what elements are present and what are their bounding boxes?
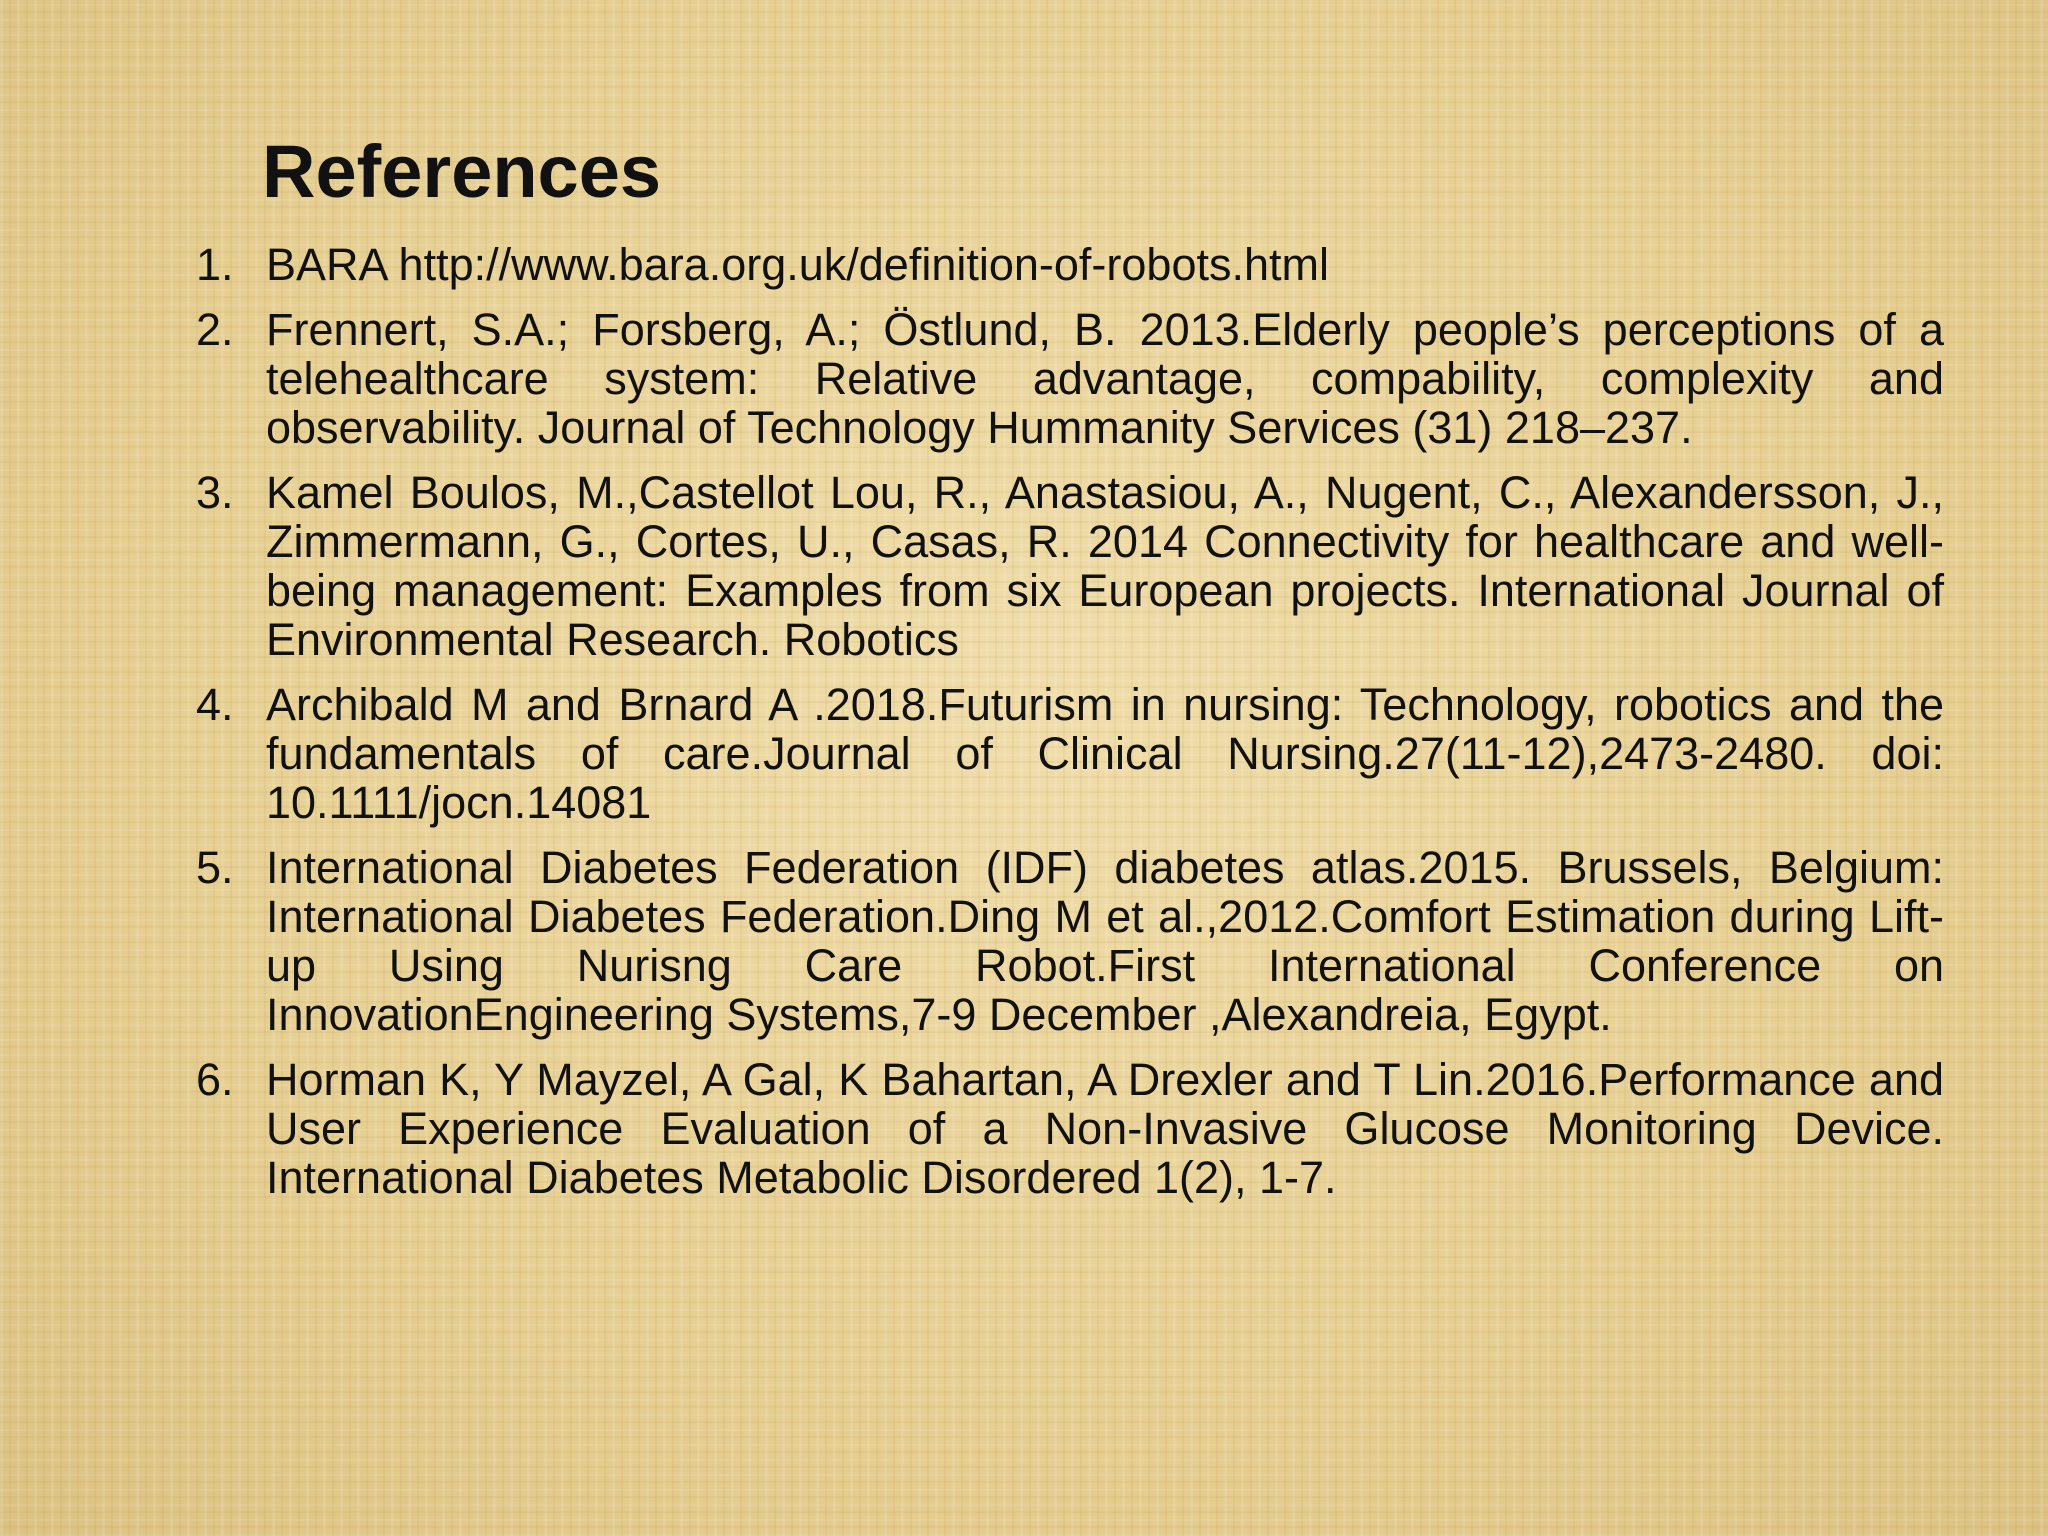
reference-item <box>196 1055 1944 1202</box>
reference-number: 3. <box>196 467 234 518</box>
reference-item <box>196 305 1944 452</box>
slide-title: References <box>262 130 662 213</box>
reference-text: Frennert, S.A.; Forsberg, A.; Östlund, B. 2013.Elderly people’s perceptions of a telehealthcare system: Relative advantage, compability, complexity and observability. Journal of Technology Hummanity Services (31) 218–237. <box>266 304 1944 453</box>
reference-text: International Diabetes Federation (IDF) diabetes atlas.2015. Brussels, Belgium: International Diabetes Federation.Ding M et al.,2012.Comfort Estimation during Lift-up Using Nurisng Care Robot.First International Conference on InnovationEngineering Systems,7-9 December ,Alexandreia, Egypt. <box>266 842 1944 1040</box>
reference-number: 1. <box>196 239 234 290</box>
reference-number: 4. <box>196 679 234 730</box>
reference-item <box>196 680 1944 827</box>
reference-number: 2. <box>196 304 234 355</box>
reference-item <box>196 240 1944 289</box>
reference-text: Horman K, Y Mayzel, A Gal, K Bahartan, A Drexler and T Lin.2016.Performance and User Experience Evaluation of a Non-Invasive Glucose Monitoring Device. International Diabetes Metabolic Disordered 1(2), 1-7. <box>266 1054 1944 1203</box>
reference-item <box>196 468 1944 664</box>
reference-list <box>196 240 1944 1218</box>
reference-text: Archibald M and Brnard A .2018.Futurism in nursing: Technology, robotics and the fundamentals of care.Journal of Clinical Nursing.27(11-12),2473-2480. doi: 10.1111/jocn.14081 <box>266 679 1944 828</box>
reference-number: 5. <box>196 842 234 893</box>
reference-text: BARA http://www.bara.org.uk/definition-of-robots.html <box>266 239 1329 290</box>
reference-text: Kamel Boulos, M.,Castellot Lou, R., Anastasiou, A., Nugent, C., Alexandersson, J., Zimmermann, G., Cortes, U., Casas, R. 2014 Connectivity for healthcare and well-being management: Examples from six European projects. International Journal of Environmental Research. Robotics <box>266 467 1944 665</box>
reference-item <box>196 843 1944 1039</box>
reference-number: 6. <box>196 1054 234 1105</box>
